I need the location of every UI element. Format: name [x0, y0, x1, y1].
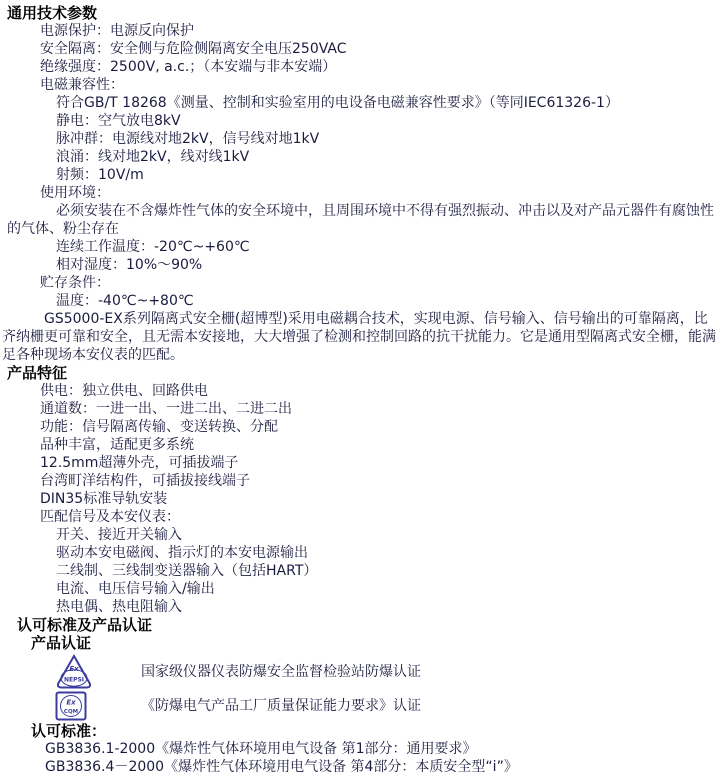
cqm-badge-name-label: CQM	[63, 709, 79, 715]
cqm-ex-badge-icon	[55, 691, 95, 721]
tech-emc-item: 浪涌：线对地2kV，线对线1kV	[56, 149, 250, 165]
cert-row-nepsi	[0, 654, 720, 690]
tech-emc-title: 电磁兼容性：	[40, 77, 124, 93]
feature-item: 供电：独立供电、回路供电	[40, 383, 208, 399]
tech-isolation: 安全隔离：安全侧与危险侧隔离安全电压250VAC	[40, 41, 347, 57]
signal-item: 驱动本安电磁阀、指示灯的本安电源输出	[56, 545, 308, 561]
product-intro-paragraph: GS5000-EX系列隔离式安全栅(超博型)采用电磁耦合技术，实现电源、信号输入、信号输出的可靠隔离，比齐纳栅更可靠和安全，且无需本安接地，大大增强了检测和控制回路的抗干扰能力。它是通用型隔离式安全栅，能满足各种现场本安仪表的匹配。	[2, 311, 716, 363]
signal-item: 开关、接近开关输入	[56, 527, 182, 543]
tech-emc-item: 符合GB/T 18268《测量、控制和实验室用的电设备电磁兼容性要求》（等同IEC61326-1）	[56, 95, 619, 111]
tech-env-title: 使用环境：	[40, 185, 110, 201]
feature-item: 功能：信号隔离传输、变送转换、分配	[40, 419, 278, 435]
tech-emc-item: 静电：空气放电8kV	[56, 113, 181, 129]
tech-power-protection: 电源保护：电源反向保护	[40, 23, 194, 39]
section-heading-tech-params: 通用技术参数	[7, 4, 98, 22]
tech-storage-title: 贮存条件：	[40, 275, 110, 291]
tech-emc-item: 射频：10V/m	[56, 167, 144, 183]
tech-storage-temp: 温度：-40℃~+80℃	[56, 293, 194, 309]
standard-item: GB3836.4－2000《爆炸性气体环境用电气设备 第4部分：本质安全型“i”》	[45, 759, 518, 775]
standard-item: GB3836.1-2000《爆炸性气体环境用电气设备 第1部分：通用要求》	[45, 741, 477, 757]
cqm-badge-ex-label: Ex	[66, 698, 76, 707]
section-heading-certification: 认可标准及产品认证	[17, 616, 153, 634]
feature-item: DIN35标准导轨安装	[40, 491, 168, 507]
cert-row-cqm	[0, 690, 720, 722]
tech-env-item: 相对湿度：10%～90%	[56, 257, 203, 273]
feature-item: 12.5mm超薄外壳，可插拔端子	[40, 455, 239, 471]
signal-item: 热电偶、热电阻输入	[56, 599, 182, 615]
cert-text-cqm: 《防爆电气产品工厂质量保证能力要求》认证	[141, 698, 421, 714]
section-heading-features: 产品特征	[7, 364, 68, 382]
signal-item: 二线制、三线制变送器输入（包括HART）	[56, 563, 318, 579]
nepsi-badge-ex-label: Ex	[69, 665, 79, 673]
signal-item: 电流、电压信号输入/输出	[56, 581, 215, 597]
nepsi-badge-name-label: NEPSI	[63, 676, 85, 684]
cert-text-nepsi: 国家级仪器仪表防爆安全监督检验站防爆认证	[141, 664, 421, 680]
feature-item: 品种丰富，适配更多系统	[40, 437, 194, 453]
tech-insulation: 绝缘强度：2500V, a.c.；（本安端与非本安端）	[40, 59, 337, 75]
feature-item: 通道数：一进一出、一进二出、二进二出	[40, 401, 292, 417]
subheading-product-cert: 产品认证	[31, 634, 92, 652]
subheading-standards: 认可标准：	[31, 722, 107, 740]
tech-emc-item: 脉冲群：电源线对地2kV，信号线对地1kV	[56, 131, 320, 147]
feature-item: 台湾町洋结构件，可插拔接线端子	[40, 473, 250, 489]
feature-item: 匹配信号及本安仪表：	[40, 509, 180, 525]
nepsi-ex-badge-icon	[55, 654, 95, 690]
tech-env-item: 连续工作温度：-20℃~+60℃	[56, 239, 250, 255]
tech-env-note: 必须安装在不含爆炸性气体的安全环境中，且周围环境中不得有强烈振动、冲击以及对产品元器件有腐蚀性的气体、粉尘存在	[7, 203, 714, 237]
